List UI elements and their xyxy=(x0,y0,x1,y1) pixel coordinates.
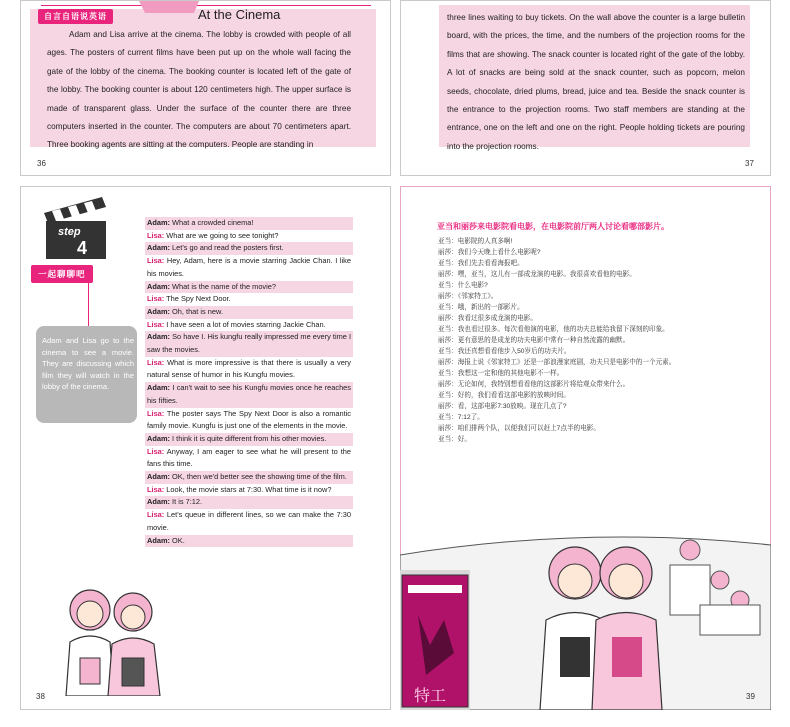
dialog-line-adam xyxy=(145,281,353,294)
page-36 xyxy=(20,0,391,176)
step-number: 4 xyxy=(77,238,88,258)
speaker-label: Adam: xyxy=(147,218,170,227)
page-title: At the Cinema xyxy=(198,7,281,22)
title-rule xyxy=(41,5,371,6)
chinese-line: 丽莎：我看过很多成龙演的电影。 xyxy=(438,315,537,322)
page-37 xyxy=(400,0,771,176)
sidebar-text: Adam and Lisa go to the cinema to see a movie. They are discussing which film they will watch in the lobby of the cinema. xyxy=(42,336,134,392)
dialog-text: So have I. His kungfu really impressed me every time I saw the movies. xyxy=(147,332,351,355)
chinese-line: 丽莎：我们今天晚上看什么电影呢? xyxy=(438,249,541,256)
speaker-label: Lisa: xyxy=(147,357,165,367)
dialog-text: The poster says The Spy Next Door is also a romantic family movie. Kungfu is just one of the elements in the movie. xyxy=(147,408,351,431)
chinese-line: 亚当：什么电影? xyxy=(438,282,488,289)
dialog-text: Look, the movie stars at 7:30. What time is it now? xyxy=(164,484,332,494)
dialog-line-lisa xyxy=(145,255,353,280)
body-text: Adam and Lisa arrive at the cinema. The lobby is crowded with people of all ages. The posters of current films have been put up on the whole wall facing the gate of the lobby of the cinema. The booking counter is located left of the gate of the lobby. The booking counter is about 120 centimeters high. The upper surface is made of transparent glass. Under the surface of the counter there are three computers inserted in the counter. The computers are about 70 centimeters apart. Three booking agents are sitting at the computers. People are standing in xyxy=(47,30,351,150)
chinese-line: 亚当：好的，我们看看这部电影的放映时间。 xyxy=(438,392,570,399)
dialog-line-lisa xyxy=(145,446,353,471)
cinema-lobby-illustration-icon xyxy=(400,525,771,710)
chinese-heading: 亚当和丽莎来电影院看电影，在电影院前厅两人讨论看哪部影片。 xyxy=(437,222,669,231)
chinese-line: 亚当：我想这一定和他的其他电影不一样。 xyxy=(438,370,564,377)
speaker-label: Lisa: xyxy=(147,446,165,456)
dialog-text: Oh, that is new. xyxy=(170,306,223,316)
dialog-line-adam xyxy=(145,535,353,548)
chinese-line: 丽莎：《邻家特工》。 xyxy=(438,293,498,300)
dialog-line-adam xyxy=(145,382,353,407)
speaker-label: Lisa: xyxy=(147,510,165,520)
speaker-label: Lisa: xyxy=(147,294,165,304)
dialog-text: What is the name of the movie? xyxy=(170,281,276,291)
chinese-line: 丽莎：海报上说《邻家特工》还是一部浪漫家庭剧，功夫只是电影中的一个元素。 xyxy=(438,359,676,366)
dialog-text: What a crowded cinema! xyxy=(170,218,254,227)
speaker-label: Lisa: xyxy=(147,256,165,266)
speaker-label: Adam: xyxy=(147,332,170,342)
dialog-line-lisa xyxy=(145,293,353,306)
dialog-text: I can't wait to see his Kungfu movies once he reaches his fifties. xyxy=(147,383,351,405)
chinese-line: 亚当：哦，新出的一部影片。 xyxy=(438,304,524,311)
dialog-line-adam xyxy=(145,217,353,230)
dialog-text: The Spy Next Door. xyxy=(164,294,231,304)
dialog-line-adam xyxy=(145,433,353,446)
sidebar-connector xyxy=(88,280,89,328)
speaker-label: Adam: xyxy=(147,497,170,507)
dialog-text: I think it is quite different from his other movies. xyxy=(170,433,327,443)
section-label: 一起聊聊吧 xyxy=(31,265,93,283)
chinese-line: 丽莎：无论如何，我特别想看看他的这部影片将给观众带来什么。 xyxy=(438,381,630,388)
speaker-label: Lisa: xyxy=(147,484,165,494)
dialog-line-lisa xyxy=(145,509,353,534)
speaker-label: Adam: xyxy=(147,243,170,253)
page-number: 39 xyxy=(746,692,755,701)
dialog-line-lisa xyxy=(145,319,353,332)
speaker-label: Adam: xyxy=(147,433,170,443)
speaker-label: Adam: xyxy=(147,383,170,393)
dialog-line-lisa xyxy=(145,230,353,243)
speaker-label: Adam: xyxy=(147,306,170,316)
poster-title: 特工 xyxy=(414,688,447,705)
speaker-label: Adam: xyxy=(147,472,170,482)
decorative-ribbon-icon xyxy=(139,1,199,15)
section-badge: 自言自语说英语 xyxy=(38,9,113,24)
dialog-text: OK, then we'd better see the showing time of the film. xyxy=(170,472,347,482)
dialog-line-lisa xyxy=(145,484,353,497)
chinese-line: 丽莎：嘿，亚当，这儿有一部成龙演的电影。我很喜欢看他的电影。 xyxy=(438,271,636,278)
dialog-line-adam xyxy=(145,331,353,356)
chinese-line: 亚当：好。 xyxy=(438,436,471,443)
dialog-line-adam xyxy=(145,306,353,319)
chinese-line: 亚当：电影院的人真多啊! xyxy=(438,238,513,245)
adam-lisa-illustration-icon xyxy=(58,580,168,696)
dialog-text: OK. xyxy=(170,535,185,545)
dialog-text: I have seen a lot of movies starring Jackie Chan. xyxy=(164,319,326,329)
dialog-text: It is 7:12. xyxy=(170,497,203,507)
dialog-line-lisa xyxy=(145,357,353,382)
speaker-label: Lisa: xyxy=(147,319,165,329)
speaker-label: Adam: xyxy=(147,281,170,291)
dialog-text: Let's queue in different lines, so we can make the 7:30 movie. xyxy=(147,510,351,532)
dialog-text: Anyway, I am eager to see what he will present to the fans this time. xyxy=(147,446,351,469)
dialog-line-adam xyxy=(145,471,353,484)
chinese-line: 丽莎：咱们排两个队，以便我们可以赶上7点半的电影。 xyxy=(438,425,600,432)
chinese-line: 亚当：我们先去看看海报吧。 xyxy=(438,260,524,267)
chinese-line: 亚当：7:12了。 xyxy=(438,414,484,421)
speaker-label: Adam: xyxy=(147,535,170,545)
dialog-text: Let's go and read the posters first. xyxy=(170,243,284,253)
speaker-label: Lisa: xyxy=(147,408,165,418)
dialog-line-adam xyxy=(145,496,353,509)
body-text: three lines waiting to buy tickets. On the wall above the counter is a large bulletin board, with the prices, the time, and the numbers of the projection rooms for the films that are showing. The snack counter is located right of the gate of the lobby. A lot of snacks are being sold at the snack counter, such as popcorn, melon seeds, chocolate, dried plums, bread, juice and tea. Beside the snack counter is the entrance to the projection rooms. Two staff members are standing at the entrance, one on the left and one on the right. People holding tickets are pouring into the projection rooms. xyxy=(447,13,745,151)
step-label: step xyxy=(58,226,81,238)
chinese-dialog xyxy=(438,236,738,445)
chinese-line: 丽莎：看，这部电影7:30放映。现在几点了? xyxy=(438,403,567,410)
page-number: 38 xyxy=(36,692,45,701)
page-number: 36 xyxy=(37,159,46,168)
chinese-line: 丽莎：更有意思的是成龙的功夫电影中常有一种自然流露的幽默。 xyxy=(438,337,630,344)
page-number: 37 xyxy=(745,159,754,168)
dialog-text: Hey, Adam, here is a movie starring Jackie Chan. I like his movies. xyxy=(147,256,351,278)
dialog-text: What are we going to see tonight? xyxy=(164,230,279,240)
dialog-line-adam xyxy=(145,242,353,255)
chinese-line: 亚当：我还真想看看他步入50岁后的功夫片。 xyxy=(438,348,571,355)
speaker-label: Lisa: xyxy=(147,230,165,240)
dialog-text: What is more impressive is that there is usually a very natural sense of humor in his Kungfu movies. xyxy=(147,357,351,380)
dialog xyxy=(145,217,353,547)
chinese-line: 亚当：我也看过很多。每次看他演的电影，他的功夫总能给我留下深刻的印象。 xyxy=(438,326,669,333)
dialog-line-lisa xyxy=(145,408,353,433)
